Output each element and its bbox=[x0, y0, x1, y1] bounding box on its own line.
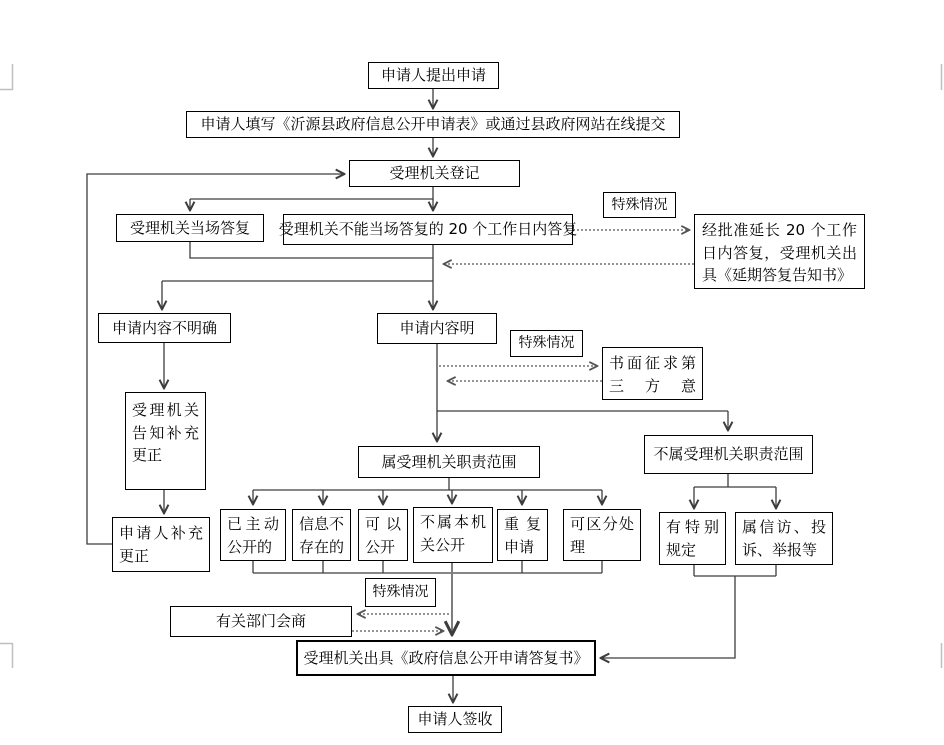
node-can-disclose: 可以公开 bbox=[358, 509, 408, 561]
node-special-case-label-2: 特殊情况 bbox=[510, 330, 583, 357]
node-applicant-submit: 申请人提出申请 bbox=[368, 62, 499, 89]
node-extended-reply-notice: 经批准延长 20 个工作日内答复，受理机关出具《延期答复告知书》 bbox=[694, 214, 865, 289]
node-consult-third-party: 书面征求第三方意 bbox=[602, 347, 703, 400]
node-within-authority-scope: 属受理机关职责范围 bbox=[358, 446, 540, 478]
page-margin-mark-top-left bbox=[0, 64, 13, 90]
node-content-clear: 申请内容明 bbox=[377, 313, 497, 344]
node-issue-reply-document: 受理机关出具《政府信息公开申请答复书》 bbox=[296, 640, 596, 676]
node-not-this-authority-disclose: 不属本机关公开 bbox=[413, 507, 493, 563]
node-already-published: 已主动公开的 bbox=[220, 509, 286, 561]
node-petition-complaint-report: 属信访、投诉、举报等 bbox=[735, 512, 833, 565]
node-duplicate-application: 重复申请 bbox=[497, 509, 548, 561]
node-content-unclear: 申请内容不明确 bbox=[98, 313, 231, 343]
node-authority-register: 受理机关登记 bbox=[349, 160, 520, 187]
node-special-case-label-3: 特殊情况 bbox=[365, 578, 436, 607]
node-fill-application-form: 申请人填写《沂源县政府信息公开申请表》或通过县政府网站在线提交 bbox=[186, 111, 680, 138]
node-info-not-exist: 信息不存在的 bbox=[292, 509, 351, 561]
node-special-provisions: 有特别规定 bbox=[659, 512, 726, 565]
node-notify-supplement-correction: 受理机关告知补充更正 bbox=[125, 392, 206, 490]
node-department-consultation: 有关部门会商 bbox=[170, 606, 352, 637]
page-margin-marks bbox=[0, 64, 942, 668]
node-reply-on-spot: 受理机关当场答复 bbox=[116, 214, 264, 242]
node-separable-handling: 可区分处理 bbox=[563, 509, 641, 561]
node-outside-authority-scope: 不属受理机关职责范围 bbox=[644, 435, 813, 474]
node-applicant-sign-receipt: 申请人签收 bbox=[408, 706, 502, 733]
node-applicant-supplement-correction: 申请人补充更正 bbox=[112, 517, 210, 572]
node-reply-within-20-days: 受理机关不能当场答复的 20 个工作日内答复 bbox=[283, 214, 573, 245]
node-special-case-label-1: 特殊情况 bbox=[603, 192, 676, 218]
page-margin-mark-bottom-left bbox=[0, 644, 13, 669]
